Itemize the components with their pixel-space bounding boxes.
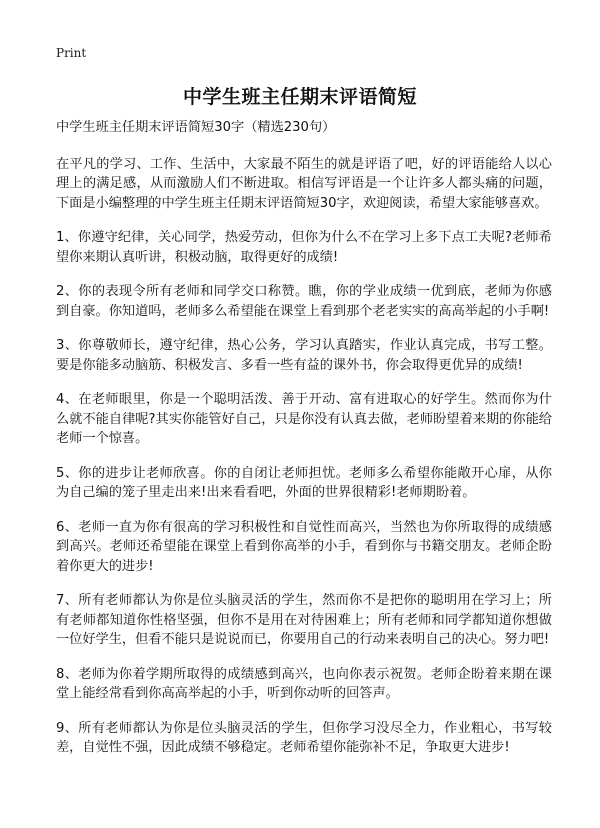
intro-paragraph: 在平凡的学习、工作、生活中，大家最不陌生的就是评语了吧，好的评语能给人以心理上的满足感，从而激励人们不断进取。相信写评语是一个让许多人都头痛的问题，下面是小编整理的中学生班主任期末评语简短30字，欢迎阅读，希望大家能够喜欢。 (56, 156, 552, 211)
comment-item: 4、在老师眼里，你是一个聪明活泼、善于开动、富有进取心的好学生。然而你为什么就不能自律呢?其实你能管好自己，只是你没有认真去做，老师盼望着来期的你能给老师一个惊喜。 (56, 392, 552, 446)
comment-item: 1、你遵守纪律，关心同学，热爱劳动，但你为什么不在学习上多下点工夫呢?老师希望你来期认真听讲，积极动脑，取得更好的成绩! (56, 230, 552, 265)
page-title: 中学生班主任期末评语简短 (182, 86, 417, 108)
print-link[interactable]: Print (56, 46, 87, 60)
comment-item: 7、所有老师都认为你是位头脑灵活的学生，然而你不是把你的聪明用在学习上；所有老师都知道你性格坚强，但你不是用在对待困难上；所有老师和同学都知道你想做一位好学生，但看不能只是说说而已，你要用自己的行动来表明自己的决心。努力吧! (56, 593, 552, 647)
comment-item: 9、所有老师都认为你是位头脑灵活的学生，但你学习没尽全力，作业粗心，书写较差，自觉性不强，因此成绩不够稳定。老师希望你能弥补不足，争取更大进步! (56, 720, 552, 755)
comment-item: 5、你的进步让老师欣喜。你的自闭让老师担忧。老师多么希望你能敞开心扉，从你为自己编的笼子里走出来!出来看看吧，外面的世界很精彩!老师期盼着。 (56, 465, 552, 500)
comment-item: 3、你尊敬师长，遵守纪律，热心公务，学习认真踏实，作业认真完成，书写工整。要是你能多动脑筋、积极发言、多看一些有益的课外书，你会取得更优异的成绩! (56, 338, 552, 373)
document-body (56, 118, 552, 773)
comment-item: 8、老师为你着学期所取得的成绩感到高兴，也向你表示祝贺。老师企盼着来期在课堂上能经常看到你高高举起的小手，听到你动听的回答声。 (56, 666, 552, 701)
subtitle: 中学生班主任期末评语简短30字（精选230句） (56, 120, 336, 135)
comment-item: 6、老师一直为你有很高的学习积极性和自觉性而高兴，当然也为你所取得的成绩感到高兴。老师还希望能在课堂上看到你高举的小手，看到你与书籍交朋友。老师企盼着你更大的进步! (56, 519, 552, 574)
comment-item: 2、你的表现令所有老师和同学交口称赞。瞧，你的学业成绩一优到底，老师为你感到自豪。你知道吗，老师多么希望能在课堂上看到那个老老实实的高高举起的小手啊! (56, 284, 552, 319)
